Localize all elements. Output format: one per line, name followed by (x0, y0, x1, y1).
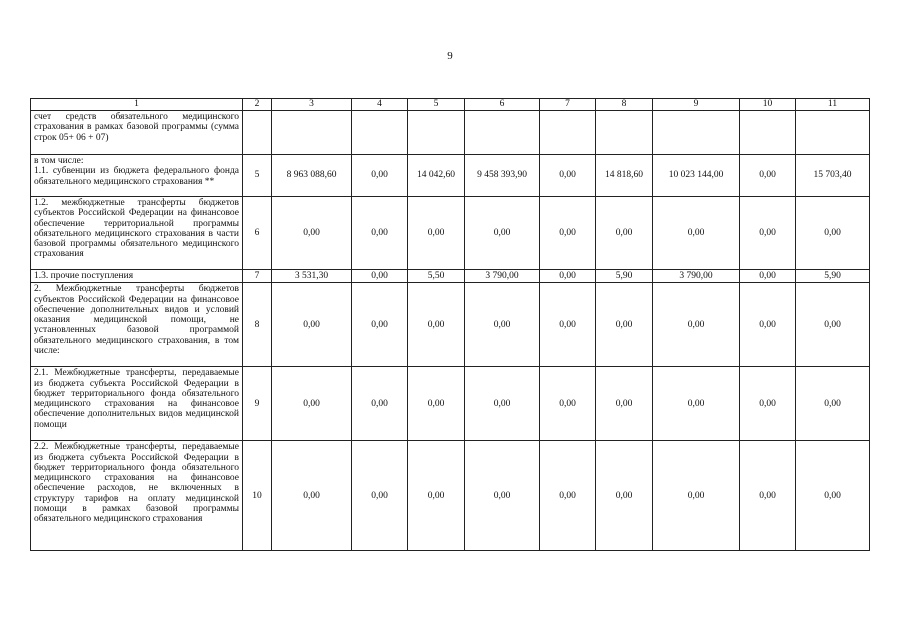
row-value: 5,90 (796, 270, 870, 283)
row-value: 0,00 (596, 197, 653, 270)
table-row (31, 441, 870, 551)
row-value: 0,00 (740, 367, 796, 441)
row-value (540, 111, 596, 155)
row-value: 0,00 (408, 441, 465, 551)
row-label: 2.1. Межбюджетные трансферты, передаваемые из бюджета субъекта Российской Федерации в бюджет территориального фонда обязательного медицинского страхования на финансовое обеспечение дополнительных видов медицинской помощи (31, 367, 243, 441)
row-value: 0,00 (408, 197, 465, 270)
row-value (352, 111, 408, 155)
row-code (243, 111, 272, 155)
table-row (31, 367, 870, 441)
row-value: 0,00 (540, 155, 596, 197)
row-value: 0,00 (352, 155, 408, 197)
row-value (796, 111, 870, 155)
row-value (653, 111, 740, 155)
column-header: 5 (408, 99, 465, 111)
row-code: 6 (243, 197, 272, 270)
table-row (31, 270, 870, 283)
row-value: 0,00 (653, 367, 740, 441)
column-header-row (31, 99, 870, 111)
table-row (31, 197, 870, 270)
row-value: 0,00 (540, 270, 596, 283)
row-label: в том числе: 1.1. субвенции из бюджета федерального фонда обязательного медицинского страхования ** (31, 155, 243, 197)
column-header: 9 (653, 99, 740, 111)
row-value: 0,00 (465, 283, 540, 367)
row-value (465, 111, 540, 155)
row-value: 0,00 (796, 283, 870, 367)
row-value: 15 703,40 (796, 155, 870, 197)
row-code: 9 (243, 367, 272, 441)
column-header: 10 (740, 99, 796, 111)
row-value: 14 818,60 (596, 155, 653, 197)
column-header: 3 (272, 99, 352, 111)
row-value: 5,50 (408, 270, 465, 283)
row-value: 0,00 (540, 283, 596, 367)
budget-table (30, 98, 870, 551)
row-value: 0,00 (272, 197, 352, 270)
row-value: 5,90 (596, 270, 653, 283)
row-value: 3 531,30 (272, 270, 352, 283)
row-value: 0,00 (540, 367, 596, 441)
row-label: 2.2. Межбюджетные трансферты, передаваемые из бюджета субъекта Российской Федерации в бюджет территориального фонда обязательного медицинского страхования на финансовое обеспечение расходов, не включенных в структуру тарифов на оплату медицинской помощи в рамках базовой программы обязательного медицинского страхования (31, 441, 243, 551)
row-value: 0,00 (465, 197, 540, 270)
row-value: 9 458 393,90 (465, 155, 540, 197)
row-value: 0,00 (740, 197, 796, 270)
table-body (31, 111, 870, 551)
row-value (408, 111, 465, 155)
row-value (272, 111, 352, 155)
row-value: 0,00 (596, 283, 653, 367)
row-value (596, 111, 653, 155)
row-value: 0,00 (408, 283, 465, 367)
row-code: 7 (243, 270, 272, 283)
row-code: 8 (243, 283, 272, 367)
row-value: 0,00 (352, 283, 408, 367)
row-value: 0,00 (352, 441, 408, 551)
row-label: счет средств обязательного медицинского страхования в рамках базовой программы (сумма строк 05+ 06 + 07) (31, 111, 243, 155)
column-header: 2 (243, 99, 272, 111)
row-value: 0,00 (653, 283, 740, 367)
row-value: 0,00 (740, 441, 796, 551)
row-value: 0,00 (352, 367, 408, 441)
row-value: 0,00 (653, 197, 740, 270)
row-value: 0,00 (596, 367, 653, 441)
row-value: 3 790,00 (465, 270, 540, 283)
column-header: 6 (465, 99, 540, 111)
column-header: 4 (352, 99, 408, 111)
row-label: 1.3. прочие поступления (31, 270, 243, 283)
row-value: 0,00 (653, 441, 740, 551)
row-value: 0,00 (465, 367, 540, 441)
row-code: 5 (243, 155, 272, 197)
table-row (31, 155, 870, 197)
row-value: 0,00 (272, 367, 352, 441)
row-value: 0,00 (796, 367, 870, 441)
row-code: 10 (243, 441, 272, 551)
column-header: 11 (796, 99, 870, 111)
row-value: 0,00 (740, 283, 796, 367)
row-value: 10 023 144,00 (653, 155, 740, 197)
row-value: 0,00 (352, 197, 408, 270)
row-value: 0,00 (740, 270, 796, 283)
column-header: 8 (596, 99, 653, 111)
row-value: 0,00 (540, 197, 596, 270)
table-row (31, 283, 870, 367)
row-value: 0,00 (796, 197, 870, 270)
row-label: 2. Межбюджетные трансферты бюджетов субъектов Российской Федерации на финансовое обеспечение дополнительных видов и условий оказания медицинской помощи, не установленных базовой программой обязательного медицинского страхования, в том числе: (31, 283, 243, 367)
row-value: 0,00 (796, 441, 870, 551)
row-value: 0,00 (272, 283, 352, 367)
row-value: 0,00 (540, 441, 596, 551)
column-header: 1 (31, 99, 243, 111)
row-value: 0,00 (740, 155, 796, 197)
row-value: 14 042,60 (408, 155, 465, 197)
row-value: 8 963 088,60 (272, 155, 352, 197)
page-number: 9 (447, 50, 453, 62)
row-value: 0,00 (352, 270, 408, 283)
row-value: 0,00 (596, 441, 653, 551)
column-header: 7 (540, 99, 596, 111)
row-value: 3 790,00 (653, 270, 740, 283)
row-value: 0,00 (272, 441, 352, 551)
row-value: 0,00 (465, 441, 540, 551)
row-value (740, 111, 796, 155)
row-label: 1.2. межбюджетные трансферты бюджетов субъектов Российской Федерации на финансовое обеспечение территориальной программы обязательного медицинского страхования в части базовой программы обязательного медицинского страхования (31, 197, 243, 270)
table-row (31, 111, 870, 155)
row-value: 0,00 (408, 367, 465, 441)
